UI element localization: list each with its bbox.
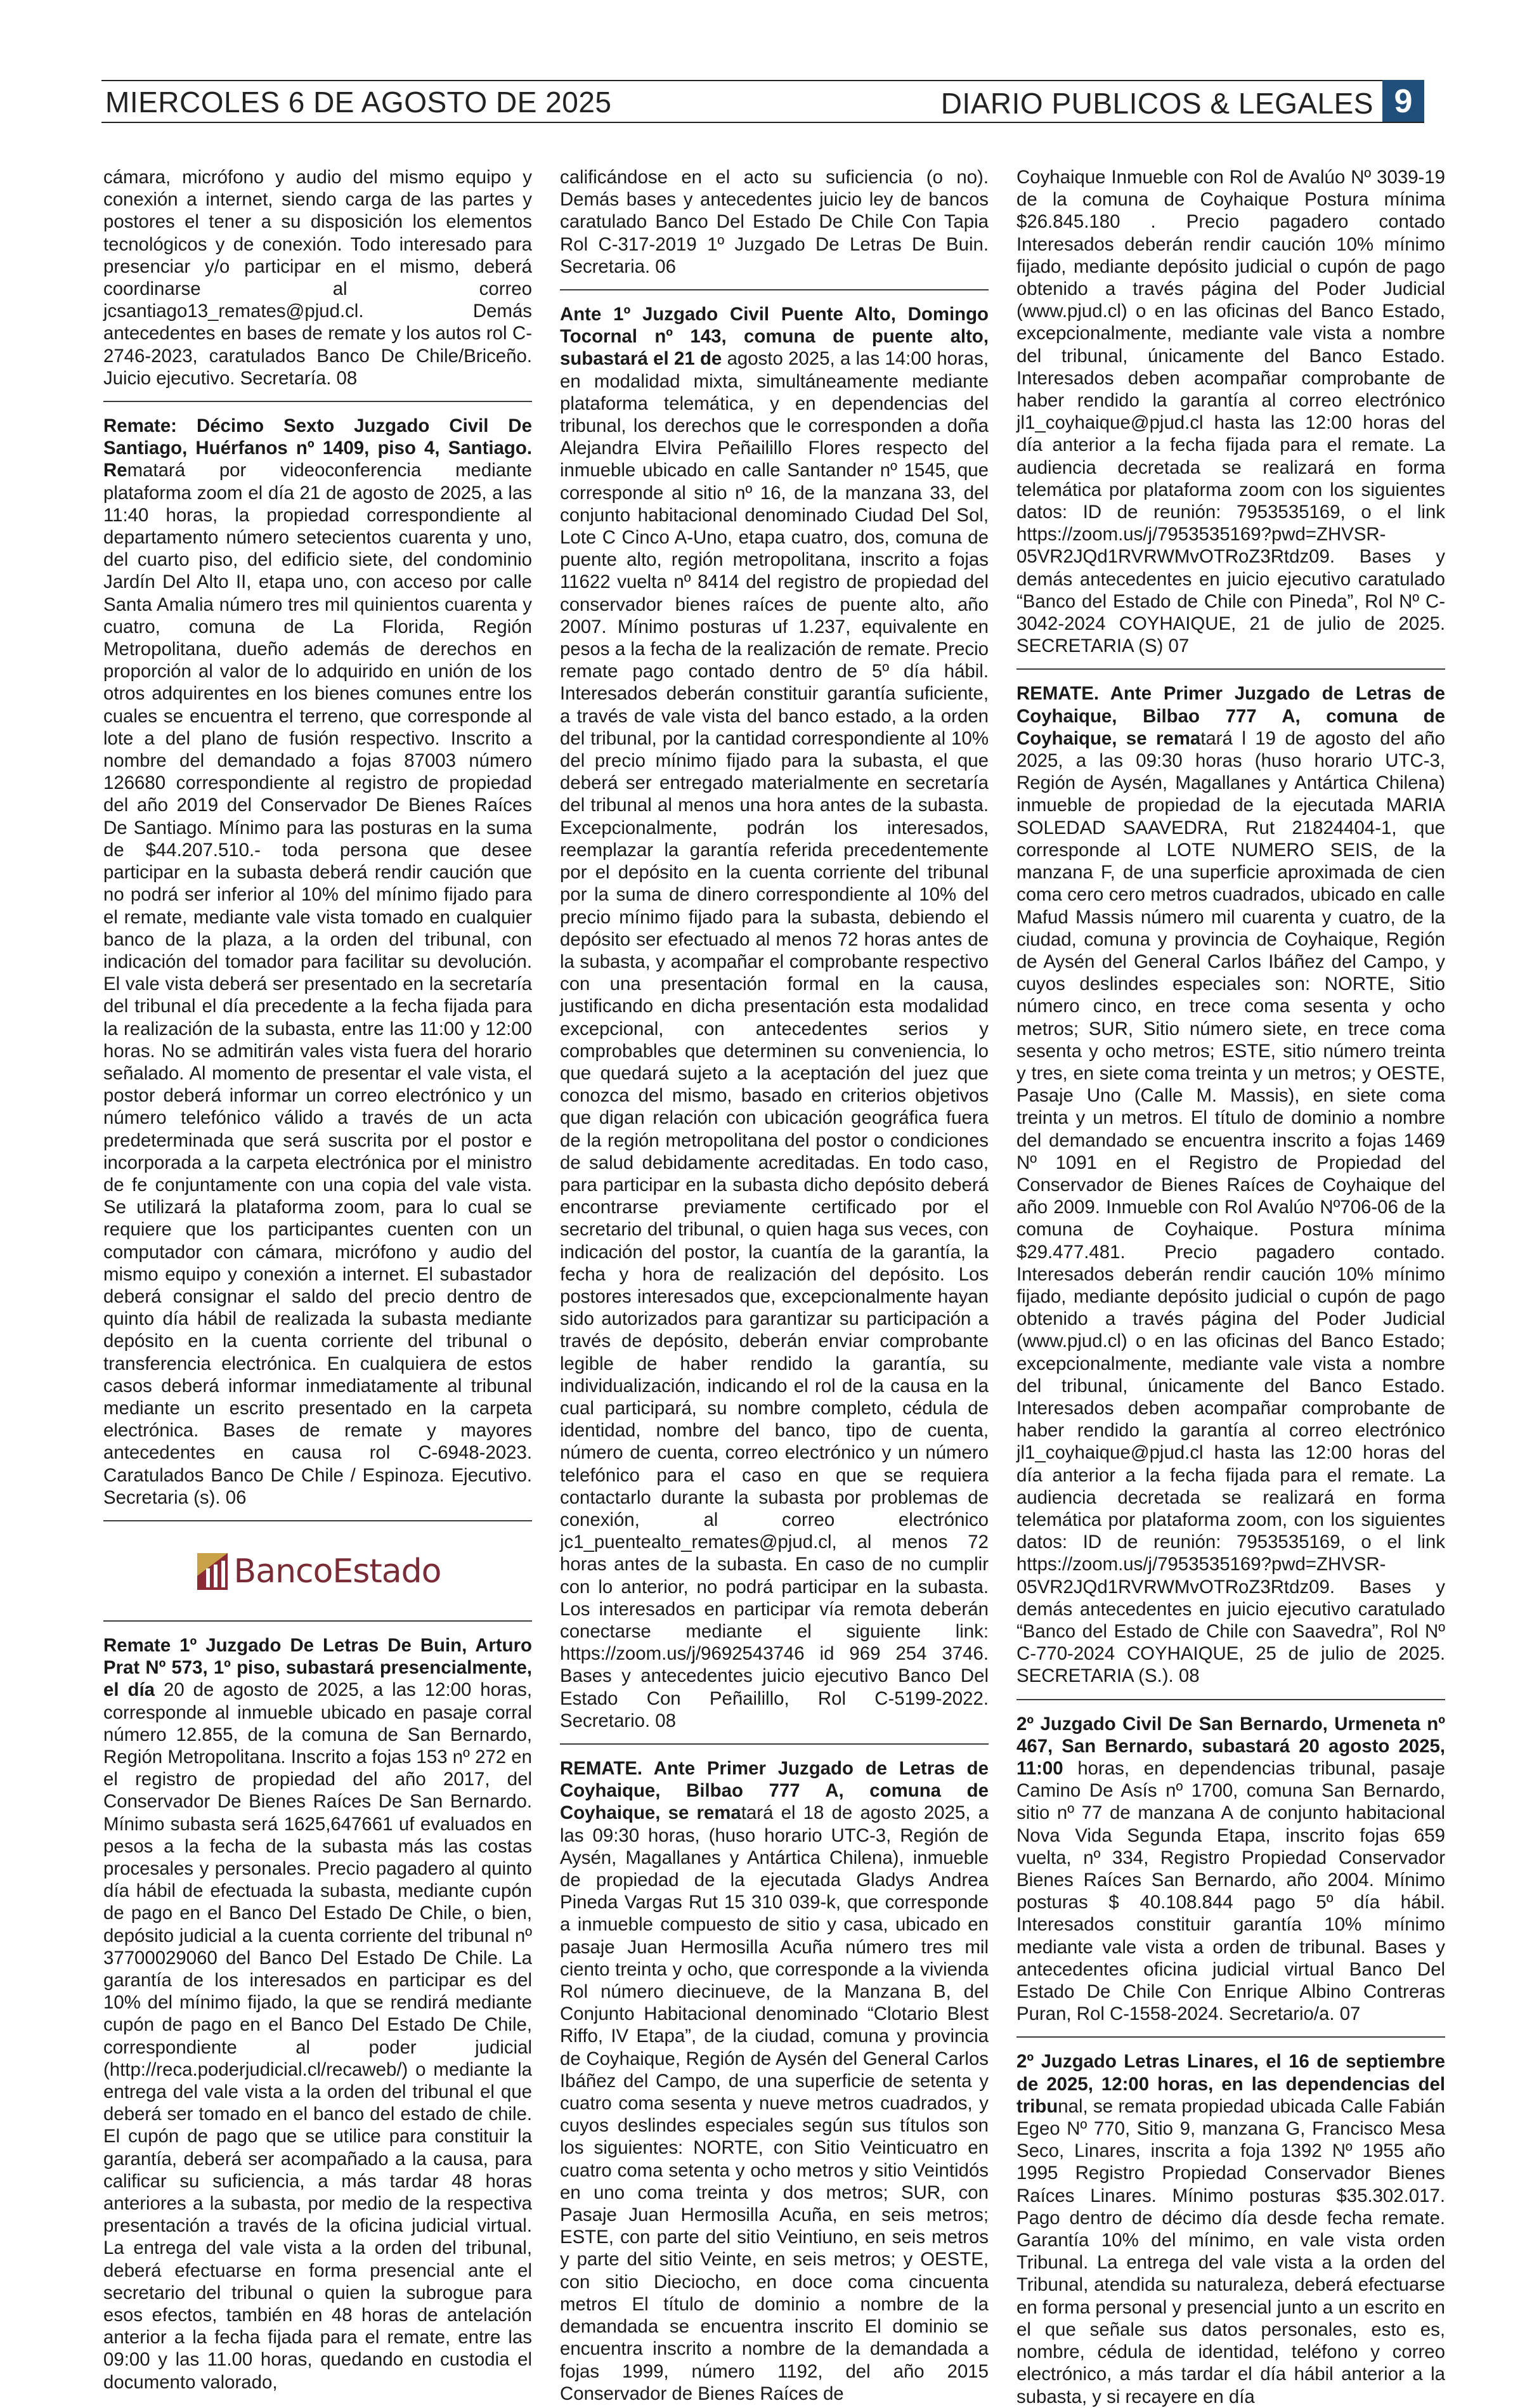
notice-body: cámara, micrófono y audio del mismo equipo y conexión a internet, siendo carga de las partes y postores el tener a su disposición los elementos tecnológicos y de conexión. Todo interesado para presenciar y/o participar en el mismo, deberá coordinarse al correo jcsantiago13_remates@pjud.cl. Demás antecedentes en bases de remate y los autos rol C-2746-2023, caratulados Banco De Chile/Briceño. Juicio ejecutivo. Secretaría. 08 — [103, 167, 532, 389]
notice-divider — [560, 289, 989, 290]
bancoestado-logo-icon — [195, 1551, 230, 1592]
column-2 — [560, 166, 989, 2405]
page-header — [101, 76, 1424, 123]
header-date: MIERCOLES 6 DE AGOSTO DE 2025 — [105, 86, 612, 119]
notice-body: tará l 19 de agosto del año 2025, a las 09:30 horas (huso horario UTC-3, Región de Aysén, Magallanes y Antártica Chilena) inmueble de propiedad de la ejecutada MARIA SOLEDAD SAAVEDRA, Rut 21824404-1, que corresponde al LOTE NUMERO SEIS, de la manzana F, de una superficie aproximada de cien coma cero cero metros cuadrados, ubicado en calle Mafud Massis número mil cuarenta y cuatro, de la ciudad, comuna y provincia de Coyhaique, Región de Aysén del General Carlos Ibáñez del Campo, y cuyos deslindes especiales son: NORTE, Sitio número cinco, en trece coma sesenta y ocho metros; SUR, Sitio número siete, en trece coma sesenta y ocho metros; ESTE, sitio número treinta y tres, en siete coma treinta y un metros; y OESTE, Pasaje Uno (Calle M. Massis), en siete coma treinta y un metros. El título de dominio a nombre del demandado se encuentra inscrito a fojas 1469 Nº 1091 en el Registro de Propiedad del Conservador de Bienes Raíces de Coyhaique del año 2009. Inmueble con Rol Avalúo Nº706-06 de la comuna de Coyhaique. Postura mínima $29.477.481. Precio pagadero contado. Interesados deberán rendir caución 10% mínimo fijado, mediante depósito judicial o cupón de pago obtenido a través página del Poder Judicial (www.pjud.cl) o en las oficinas del Banco Estado; excepcionalmente, mediante vale vista a nombre del tribunal, únicamente del Banco Estado. Interesados deben acompañar comprobante de haber rendido la garantía al correo electrónico jl1_coyhaique@pjud.cl hasta las 12:00 horas del día anterior a la fecha fijada para el remate. La audiencia decretada se realizará en forma telemática por plataforma zoom, con los siguientes datos: ID de reunión: 7953535169, o el link https://zoom.us/j/7953535169?pwd=ZHVSR-05VR2JQd1RVRWMvOTRoZ3Rtdz09. Bases y demás antecedentes en juicio ejecutivo caratulado “Banco del Estado de Chile con Saavedra”, Rol Nº C-770-2024 COYHAIQUE, 25 de julio de 2025. SECRETARIA (S.). 08 — [1016, 727, 1445, 1687]
notice-body: calificándose en el acto su suficiencia (o no). Demás bases y antecedentes juicio ley de bancos caratulado Banco Del Estado De Chile Con Tapia Rol C-317-2019 1º Juzgado De Letras De Buin. Secretaria. 06 — [560, 167, 989, 277]
legal-notice — [560, 1757, 989, 2405]
notice-heading: Ante 1º Juzgado Civil Puente Alto, Domingo Tocornal nº 143, comuna de puente alto, subastará el 21 de — [560, 304, 989, 370]
bancoestado-logo — [103, 1534, 532, 1609]
notice-heading: REMATE. Ante Primer Juzgado de Letras de Coyhaique, Bilbao 777 A, comuna de Coyhaique, se rema — [560, 1758, 989, 1824]
notice-body: 20 de agosto de 2025, a las 12:00 horas, corresponde al inmueble ubicado en pasaje corral número 12.855, de la comuna de San Bernardo, Región Metropolitana. Inscrito a fojas 153 nº 272 en el registro de propiedad del año 2017, del Conservador De Bienes Raíces De San Bernardo. Mínimo subasta será 1625,647661 uf evaluados en pesos a la fecha de la subasta más las costas procesales y personales. Precio pagadero al quinto día hábil de efectuada la subasta, mediante cupón de pago en el Banco Del Estado De Chile, o bien, depósito judicial a la cuenta corriente del tribunal nº 37700029060 del Banco Del Estado De Chile. La garantía de los interesados en participar es del 10% del mínimo fijado, la que se rendirá mediante cupón de pago en el Banco Del Estado De Chile, correspondiente al poder judicial (http://reca.poderjudicial.cl/recaweb/) o mediante la entrega del vale vista a la orden del tribunal el que deberá ser tomado en el banco del estado de chile. El cupón de pago que se utilice para constituir la garantía, deberá ser acompañado a la causa, para calificar su suficiencia, a más tardar 48 horas anteriores a la subasta, por medio de la respectiva presentación a través de la oficina judicial virtual. La entrega del vale vista a la orden del tribunal, deberá efectuarse en forma presencial ante el secretario del tribunal o quien la subrogue para esos efectos, también en 48 horas de antelación anterior a la fecha fijada para el remate, entre las 09:00 y las 11.00 horas, quedando en custodia el documento valorado, — [103, 1679, 532, 2393]
column-1 — [103, 166, 532, 2393]
notice-heading: 2º Juzgado Civil De San Bernardo, Urmeneta nº 467, San Bernardo, subastará 20 agosto 2025, 11:00 — [1016, 1713, 1445, 1780]
notice-body: matará por videoconferencia mediante plataforma zoom el día 21 de agosto de 2025, a las 11:40 horas, la propiedad correspondiente al departamento número setecientos cuarenta y uno, del cuarto piso, del edificio siete, del condominio Jardín Del Alto II, etapa uno, con acceso por calle Santa Amalia número tres mil quinientos cuarenta y cuatro, comuna de La Florida, Región Metropolitana, dueño además de derechos en proporción al valor de lo adquirido en unión de los otros adquirentes en los bienes comunes entre los cuales se encuentra el terreno, que corresponde al lote a del plano de fusión respectivo. Inscrito a nombre del demandado a fojas 87003 número 126680 correspondiente al registro de propiedad del año 2019 del Conservador De Bienes Raíces De Santiago. Mínimo para las posturas en la suma de $44.207.510.- toda persona que desee participar en la subasta deberá rendir caución que no podrá ser inferior al 10% del mínimo fijado para el remate, mediante vale vista tomado en cualquier banco de la plaza, a la orden del tribunal, con indicación del tomador para facilitar su devolución. El vale vista deberá ser presentado en la secretaría del tribunal el día precedente a la fecha fijada para la realización de la subasta, entre las 11:00 y 12:00 horas. No se admitirán vales vista fuera del horario señalado. Al momento de presentar el vale vista, el postor deberá informar un correo electrónico y un número telefónico válido a través de un acta predeterminada que será suscrita por el postor e incorporada a la carpeta electrónica por el ministro de fe conjuntamente con una copia del vale vista. Se utilizará la plataforma zoom, para lo cual se requiere que los participantes cuenten con un computador con cámara, micrófono y audio del mismo equipo y conexión a internet. El subastador deberá consignar el saldo del precio dentro de quinto día hábil de realizada la subasta mediante depósito en la cuenta corriente del tribunal o transferencia electrónica. En cualquiera de estos casos deberá informar inmediatamente al tribunal mediante un escrito presentado en la carpeta electrónica. Bases de remate y mayores antecedentes en causa rol C-6948-2023. Caratulados Banco De Chile / Espinoza. Ejecutivo. Secretaria (s). 06 — [103, 460, 532, 1508]
notice-divider — [103, 1620, 532, 1622]
notice-body: tará el 18 de agosto 2025, a las 09:30 horas, (huso horario UTC-3, Región de Aysén, Magallanes y Antártica Chilena), inmueble de propiedad de la ejecutada Gladys Andrea Pineda Vargas Rut 15 310 039-k, que corresponde a inmueble compuesto de sitio y casa, ubicado en pasaje Juan Hermosilla Acuña número tres mil ciento treinta y ocho, que corresponde a la vivienda Rol número diecinueve, de la Manzana B, del Conjunto Habitacional denominado “Clotario Blest Riffo, IV Etapa”, de la ciudad, comuna y provincia de Coyhaique, Región de Aysén del General Carlos Ibáñez del Campo, de una superficie de setenta y cuatro coma sesenta y nueve metros cuadrados, y cuyos deslindes especiales según sus títulos son los siguientes: NORTE, con Sitio Veinticuatro en cuatro coma setenta y ocho metros y sitio Veintidós en uno coma treinta y dos metros; SUR, con Pasaje Juan Hermosilla Acuña, en seis metros; ESTE, con parte del sitio Veintiuno, en seis metros y parte del sitio Veinte, en seis metros; y OESTE, con sitio Dieciocho, en doce coma cincuenta metros El título de dominio a nombre de la demandada se encuentra inscrito El dominio se encuentra inscrito a nombre de la demandada a fojas 1999, número 1192, del año 2015 Conservador de Bienes Raíces de — [560, 1802, 989, 2404]
notice-divider — [560, 1743, 989, 1745]
legal-notice — [1016, 2050, 1445, 2407]
notice-body: nal, se remata propiedad ubicada Calle Fabián Egeo Nº 770, Sitio 9, manzana G, Francisco Mesa Seco, Linares, inscrita a foja 1392 Nº 1955 año 1995 Registro Propiedad Conservador Bienes Raíces Linares. Mínimo posturas $35.302.017. Pago dentro de décimo día desde fecha remate. Garantía 10% del mínimo, en vale vista orden Tribunal. La entrega del vale vista a la orden del Tribunal, atendida su naturaleza, deberá efectuarse en forma personal y presencial junto a un escrito en el que señale sus datos personales, esto es, nombre, cédula de identidad, teléfono y correo electrónico, a más tardar el día hábil anterior a la subasta, y si recayere en día — [1016, 2095, 1445, 2407]
legal-notice — [560, 303, 989, 1732]
notice-divider — [103, 1520, 532, 1521]
notice-body: horas, en dependencias tribunal, pasaje Camino De Asís nº 1700, comuna San Bernardo, sitio nº 77 de manzana A de conjunto habitacional Nova Vida Segunda Etapa, inscrito fojas 659 vuelta, nº 334, Registro Propiedad Conservador Bienes Raíces San Bernardo, año 2004. Mínimo posturas $ 40.108.844 pago 5º día hábil. Interesados constituir garantía 10% mínimo mediante vale vista a orden de tribunal. Bases y antecedentes oficina judicial virtual Banco Del Estado De Chile Con Enrique Albino Contreras Puran, Rol C-1558-2024. Secretario/a. 07 — [1016, 1758, 1445, 2025]
legal-notice — [1016, 682, 1445, 1687]
header-bottom-rule — [101, 122, 1424, 123]
header-top-rule — [101, 80, 1424, 81]
notice-divider — [103, 401, 532, 402]
page-number-badge: 9 — [1382, 80, 1424, 123]
bancoestado-logo-wordmark: BancoEstado — [233, 1552, 441, 1591]
legal-notice — [103, 1634, 532, 2393]
legal-notice — [560, 166, 989, 278]
notice-heading: Remate 1º Juzgado De Letras De Buin, Arturo Prat Nº 573, 1º piso, subastará presencialmente, el día — [103, 1634, 532, 1701]
header-publication-name: DIARIO PUBLICOS & LEGALES — [940, 87, 1373, 120]
legal-notice — [1016, 1713, 1445, 2026]
notice-heading: 2º Juzgado Letras Linares, el 16 de septiembre de 2025, 12:00 horas, en las dependencias del tribu — [1016, 2051, 1445, 2117]
legal-notice — [1016, 166, 1445, 657]
notice-divider — [1016, 1699, 1445, 1700]
legal-notice — [103, 415, 532, 1509]
notice-body: agosto 2025, a las 14:00 horas, en modalidad mixta, simultáneamente mediante plataforma telemática, y en dependencias del tribunal, los derechos que le corresponden a doña Alejandra Elvira Peñailillo Flores respecto del inmueble ubicado en calle Santander nº 1545, que corresponde al sitio nº 16, de la manzana 33, del conjunto habitacional denominado Ciudad Del Sol, Lote C Cinco A-Uno, etapa cuatro, dos, comuna de puente alto, región metropolitana, inscrito a fojas 11622 vuelta nº 8414 del registro de propiedad del conservador bienes raíces de puente alto, año 2007. Mínimo posturas uf 1.237, equivalente en pesos a la fecha de la realización de remate. Precio remate pago contado dentro de 5º día hábil. Interesados deberán constituir garantía suficiente, a través de vale vista del banco estado, a la orden del tribunal, por la cantidad correspondiente al 10% del precio mínimo fijado para la subasta, el que deberá ser entregado materialmente en secretaría del tribunal al menos una hora antes de la subasta. Excepcionalmente, podrán los interesados, reemplazar la garantía referida precedentemente por el depósito en la cuenta corriente del tribunal por la suma de dinero correspondiente al 10% del precio mínimo fijado para la subasta, debiendo el depósito ser efectuado al menos 72 horas antes de la subasta, y acompañar el comprobante respectivo con una presentación formal en la causa, justificando en dicha presentación esta modalidad excepcional, con antecedentes serios y comprobables que determinen su conveniencia, lo que quedará sujeto a la aceptación del juez que conozca del mismo, basado en criterios objetivos que digan relación con ubicación geográfica fuera de la región metropolitana del postor o condiciones de salud debidamente acreditadas. En todo caso, para participar en la subasta dicho depósito deberá encontrarse previamente certificado por el secretario del tribunal, o quien haga sus veces, con indicación del postor, la cuantía de la garantía, la fecha y hora de realización del depósito. Los postores interesados que, excepcionalmente hayan sido autorizados para garantizar su participación a través de depósito, deberán enviar comprobante legible de haber rendido la garantía, su individualización, indicando el rol de la causa en la cual participará, su nombre completo, cédula de identidad, nombre del banco, tipo de cuenta, número de cuenta, correo electrónico y un número telefónico para el caso en que se requiera contactarlo durante la subasta por problemas de conexión, al correo electrónico jc1_puentealto_remates@pjud.cl, al menos 72 horas antes de la subasta. En caso de no cumplir con lo anterior, no podrá participar en la subasta. Los interesados en participar vía remota deberán conectarse mediante el siguiente link: https://zoom.us/j/9692543746 id 969 254 3746. Bases y antecedentes juicio ejecutivo Banco Del Estado Con Peñailillo, Rol C-5199-2022. Secretario. 08 — [560, 348, 989, 1731]
legal-notice — [103, 166, 532, 389]
notice-body: Coyhaique Inmueble con Rol de Avalúo Nº 3039-19 de la comuna de Coyhaique Postura mínima $26.845.180 . Precio pagadero contado Interesados deberán rendir caución 10% mínimo fijado, mediante depósito judicial o cupón de pago obtenido a través página del Poder Judicial (www.pjud.cl) o en las oficinas del Banco Estado, excepcionalmente, mediante vale vista a nombre del tribunal, únicamente del Banco Estado. Interesados deben acompañar comprobante de haber rendido la garantía al correo electrónico jl1_coyhaique@pjud.cl hasta las 12:00 horas del día anterior a la fecha fijada para el remate. La audiencia decretada se realizará en forma telemática por plataforma zoom con los siguientes datos: ID de reunión: 7953535169, o el link https://zoom.us/j/7953535169?pwd=ZHVSR-05VR2JQd1RVRWMvOTRoZ3Rtdz09. Bases y demás antecedentes en juicio ejecutivo caratulado “Banco del Estado de Chile con Pineda”, Rol Nº C-3042-2024 COYHAIQUE, 21 de julio de 2025. SECRETARIA (S) 07 — [1016, 167, 1445, 657]
notice-heading: REMATE. Ante Primer Juzgado de Letras de Coyhaique, Bilbao 777 A, comuna de Coyhaique, se rema — [1016, 683, 1445, 749]
column-3 — [1016, 166, 1445, 2408]
notice-divider — [1016, 668, 1445, 670]
notice-divider — [1016, 2036, 1445, 2038]
notice-heading: Remate: Décimo Sexto Juzgado Civil De Santiago, Huérfanos nº 1409, piso 4, Santiago. Re — [103, 415, 532, 481]
